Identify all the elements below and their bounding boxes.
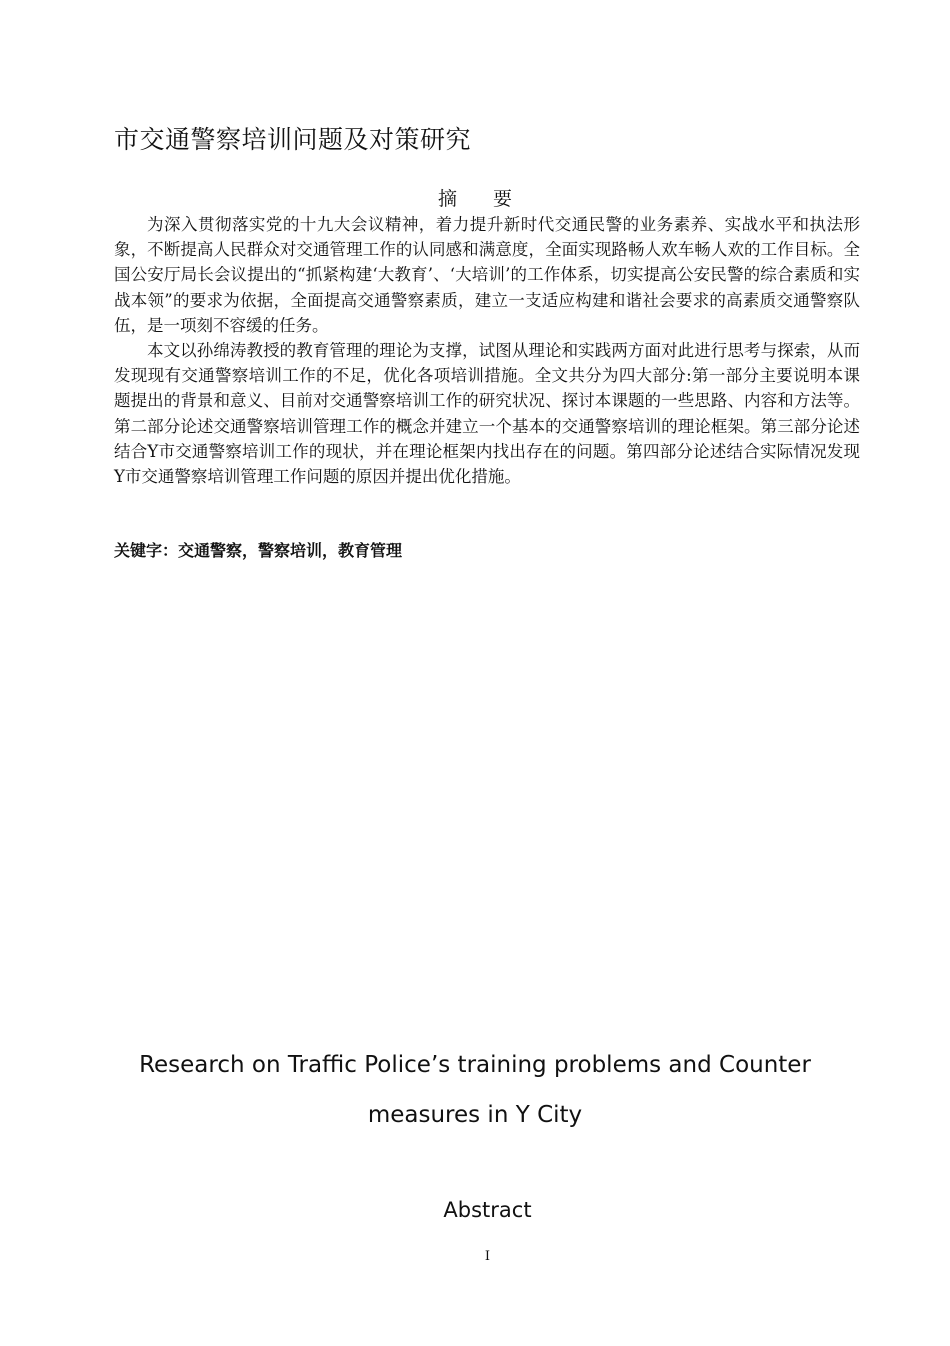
english-title	[80, 1040, 870, 1140]
page-title: 市交通警察培训问题及对策研究	[114, 125, 472, 154]
page-number: I	[484, 1249, 491, 1264]
english-abstract-heading: Abstract	[443, 1198, 532, 1222]
abstract-body	[114, 212, 860, 489]
keywords-line: 关键字：交通警察，警察培训，教育管理	[114, 541, 403, 560]
abstract-paragraph: 本文以孙绵涛教授的教育管理的理论为支撑，试图从理论和实践两方面对此进行思考与探索，从而发现现有交通警察培训工作的不足，优化各项培训措施。全文共分为四大部分:第一部分主要说明本课题提出的背景和意义、目前对交通警察培训工作的研究状况、探讨本课题的一些思路、内容和方法等。第二部分论述交通警察培训管理工作的概念并建立一个基本的交通警察培训的理论框架。第三部分论述结合Y市交通警察培训工作的现状，并在理论框架内找出存在的问题。第四部分论述结合实际情况发现Y市交通警察培训管理工作问题的原因并提出优化措施。	[114, 341, 860, 487]
english-title-line: measures in Y City	[367, 1102, 583, 1128]
abstract-heading: 摘要	[437, 188, 548, 210]
english-title-line: Research on Traffic Police’s training problems and Counter	[139, 1052, 811, 1078]
abstract-paragraph: 为深入贯彻落实党的十九大会议精神，着力提升新时代交通民警的业务素养、实战水平和执法形象，不断提高人民群众对交通管理工作的认同感和满意度，全面实现路畅人欢车畅人欢的工作目标。全国公安厅局长会议提出的“抓紧构建‘大教育’、‘大培训’的工作体系，切实提高公安民警的综合素质和实战本领”的要求为依据，全面提高交通警察素质，建立一支适应构建和谐社会要求的高素质交通警察队伍，是一项刻不容缓的任务。	[114, 215, 860, 335]
